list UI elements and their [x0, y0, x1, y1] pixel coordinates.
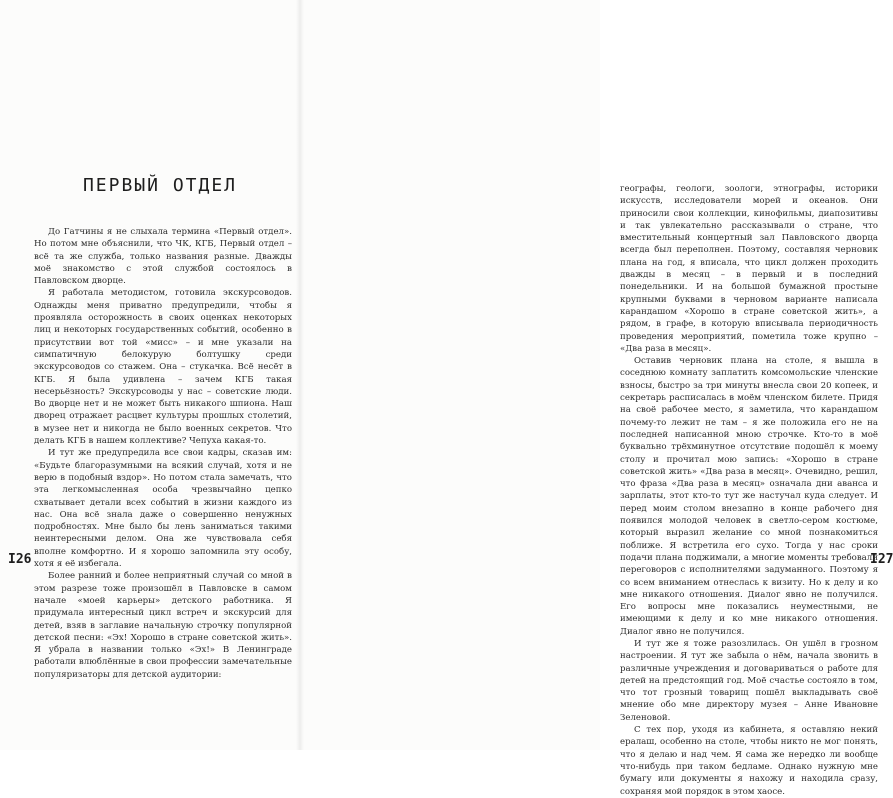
right-page: [300, 0, 893, 797]
page-number-right: I27: [870, 552, 893, 567]
left-page: [0, 0, 300, 750]
chapter-title: ПЕРВЫЙ ОТДЕЛ: [82, 175, 238, 196]
paragraph: Оставив черновик плана на столе, я вышла в соседнюю комнату заплатить комсомольские членские взносы, быстро за три минуты внесла свои 20 копеек, и секретарь расписалась в моём членском билете. Придя на своё рабочее место, я заметила, что карандашом почему-то лежит не там – я же положила его не на последней написанной мною строчке. Кто-то в моё буквально трёхминутное отсутствие подошёл к моему столу и прочитал мою запись: «Хорошо в стране советской жить» «Два раза в месяц». Очевидно, решил, что фраза «Два раза в месяц» означала дни аванса и зарплаты, этот кто-то тут же настучал куда следует. И перед моим столом внезапно в конце рабочего дня появился молодой человек в светло-сером костюме, который выразил желание со мной познакомиться поближе. Я встретила его сухо. Тогда у нас сроки подачи плана поджимали, а многие моменты требовали переговоров с исполнителями задуманного. Поэтому я со всем вниманием отнеслась к визиту. Но к делу и ко мне никакого отношения. Диалог явно не получился. Его вопросы мне показались неуместными, не имеющими к делу и ко мне никакого отношения. Диалог явно не получился.: [620, 356, 878, 637]
paragraph: И тут же предупредила все свои кадры, сказав им: «Будьте благоразумными на всякий случай, хотя и не верю в подобный вздор». Но потом стала замечать, что эта легкомысленная особа чрезвычайно цепко схватывает детали всех событий в жизни каждого из нас. Она всё знала даже о совершенно ненужных подробностях. Мне было бы лень заниматься такими неинтересными делом. Она же чувствовала себя вполне комфортно. И я хорошо запомнила эту особу, хотя я её избегала.: [34, 448, 292, 570]
page-number-left: I26: [8, 552, 32, 567]
paragraph: Я работала методистом, готовила экскурсоводов. Однажды меня приватно предупредили, чтобы я проявляла осторожность в своих оценках некоторых лиц и некоторых государственных событий, особенно в присутствии вот той «мисс» – и мне указали на симпатичную белокурую болтушку среди экскурсоводов со стажем. Она – стукачка. Всё несёт в КГБ. Я была удивлена – зачем КГБ такая несерьёзность? Экскурсоводы у нас – советские люди. Во дворце нет и не может быть никакого шпиона. Наш дворец отражает расцвет культуры прошлых столетий, в музее нет и никогда не было военных секретов. Что делать КГБ в нашем коллективе? Чепуха какая-то.: [34, 288, 292, 447]
paragraph: И тут же я тоже разозлилась. Он ушёл в грозном настроении. Я тут же забыла о нём, начала звонить в различные учреждения и договариваться о работе для детей на предстоящий год. Моё счастье состояло в том, что тот грозный товарищ пошёл выкладывать своё мнение обо мне директору музея – Анне Ивановне Зеленовой.: [620, 638, 878, 723]
left-page-body: [34, 226, 292, 681]
paragraph: До Гатчины я не слыхала термина «Первый отдел». Но потом мне объяснили, что ЧК, КГБ, Первый отдел – всё та же служба, только названия разные. Дважды моё знакомство с этой службой состоялось в Павловском дворце.: [34, 227, 292, 287]
paragraph: С тех пор, уходя из кабинета, я оставляю некий ералаш, особенно на столе, чтобы никто не мог понять, что я делаю и над чем. Я сама же нередко ли вообще что-нибудь при таком бедламе. Однако нужную мне бумагу или документы я нахожу и находила сразу, сохраняя мой порядок в этом хаосе.: [620, 725, 878, 797]
paragraph: географы, геологи, зоологи, этнографы, историки искусств, исследователи морей и океанов. Они приносили свои коллекции, кинофильмы, диапозитивы и так увлекательно рассказывали о стране, что вместительный концертный зал Павловского дворца всегда был переполнен. Поэтому, составляя черновик плана на год, я вписала, что цикл должен проходить дважды в месяц – в первый и в последний понедельники. И на большой бумажной простыне крупными буквами в черновом варианте написала карандашом «Хорошо в стране советской жить», а рядом, в графе, в которую вписывала периодичность проведения мероприятий, пометила тоже крупно – «Два раза в месяц».: [620, 184, 878, 354]
paragraph: Более ранний и более неприятный случай со мной в этом разрезе тоже произошёл в Павловске в самом начале «моей карьеры» детского работника. Я придумала интересный цикл встреч и экскурсий для детей, взяв в заглавие начальную строчку популярной детской песни: «Эх! Хорошо в стране советской жить». Я убрала в названии только «Эх!» В Ленинграде работали влюблённые в свои профессии замечательные популяризаторы для детской аудитории:: [34, 571, 292, 680]
right-page-body: [620, 183, 878, 798]
